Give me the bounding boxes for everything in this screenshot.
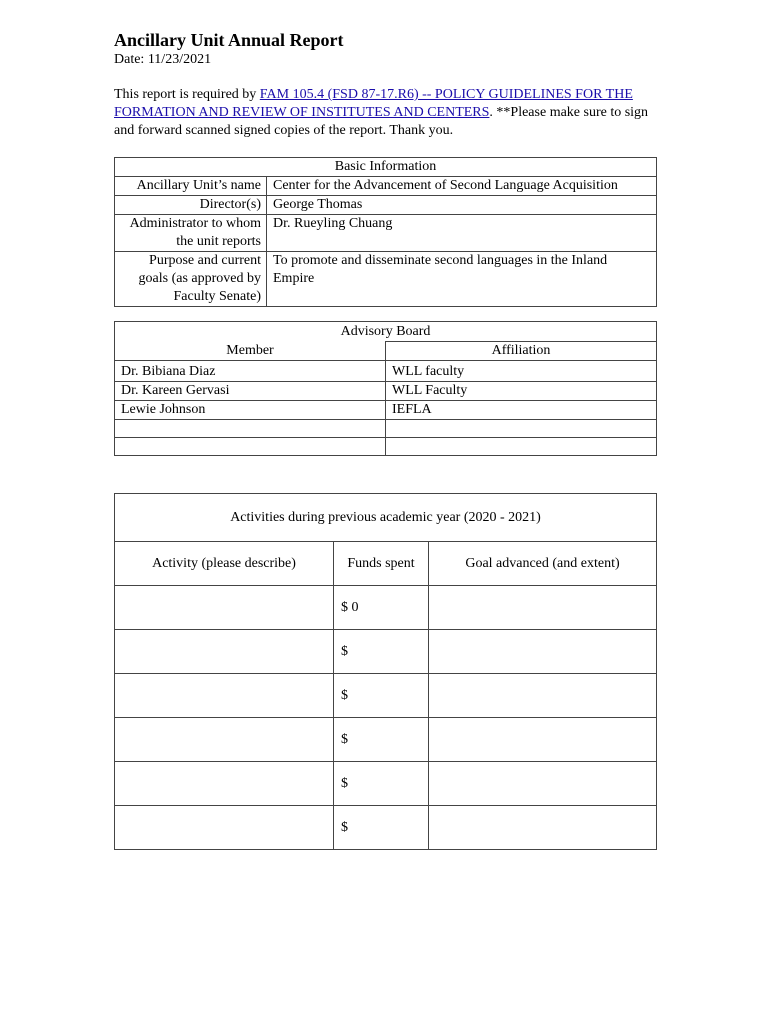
funds-cell[interactable]: $ (334, 718, 429, 762)
table-row (115, 382, 657, 401)
goal-cell[interactable] (429, 586, 657, 630)
member-affiliation[interactable]: WLL faculty (386, 361, 657, 382)
funds-cell[interactable]: $ 0 (334, 586, 429, 630)
table-row (115, 718, 657, 762)
activities-table (114, 493, 657, 850)
table-row (115, 215, 657, 252)
director-value[interactable]: George Thomas (267, 196, 657, 215)
funds-cell[interactable]: $ (334, 762, 429, 806)
activity-cell[interactable] (115, 806, 334, 850)
table-row (115, 674, 657, 718)
activity-cell[interactable] (115, 586, 334, 630)
activity-cell[interactable] (115, 674, 334, 718)
goal-cell[interactable] (429, 674, 657, 718)
intro-suffix: . **Please make sure to sign and forward scanned signed copies of the report. Thank you. (114, 105, 649, 138)
director-label: Director(s) (115, 196, 267, 215)
funds-cell[interactable]: $ (334, 806, 429, 850)
unit-name-label: Ancillary Unit’s name (115, 177, 267, 196)
administrator-label: Administrator to whom the unit reports (115, 215, 267, 252)
affiliation-column-header: Affiliation (386, 342, 657, 361)
activity-cell[interactable] (115, 762, 334, 806)
table-row (115, 361, 657, 382)
member-affiliation-empty[interactable] (386, 420, 657, 438)
table-row (115, 401, 657, 420)
member-affiliation[interactable]: WLL Faculty (386, 382, 657, 401)
funds-cell[interactable]: $ (334, 674, 429, 718)
policy-link[interactable]: FAM 105.4 (FSD 87-17.R6) -- POLICY GUIDELINES FOR THE FORMATION AND REVIEW OF INSTITUTES AND CENTERS (114, 87, 633, 120)
report-date: Date: 11/23/2021 (114, 52, 212, 67)
table-row (115, 762, 657, 806)
activities-header: Activities during previous academic year (2020 - 2021) (115, 494, 657, 542)
basic-information-header: Basic Information (115, 158, 657, 177)
member-column-header: Member (115, 342, 386, 361)
table-row (115, 196, 657, 215)
goal-cell[interactable] (429, 718, 657, 762)
activity-cell[interactable] (115, 630, 334, 674)
member-name[interactable]: Dr. Bibiana Diaz (115, 361, 386, 382)
advisory-board-table (114, 321, 657, 456)
member-name-empty[interactable] (115, 420, 386, 438)
advisory-board-header: Advisory Board (115, 322, 657, 342)
member-name[interactable]: Lewie Johnson (115, 401, 386, 420)
table-row (115, 630, 657, 674)
table-row (115, 177, 657, 196)
funds-column-header: Funds spent (334, 542, 429, 586)
intro-paragraph (114, 86, 664, 140)
table-row (115, 420, 657, 438)
purpose-value[interactable]: To promote and disseminate second languages in the Inland Empire (267, 252, 657, 307)
activity-cell[interactable] (115, 718, 334, 762)
table-row (115, 252, 657, 307)
purpose-label: Purpose and current goals (as approved by Faculty Senate) (115, 252, 267, 307)
goal-cell[interactable] (429, 762, 657, 806)
table-row (115, 438, 657, 456)
member-affiliation-empty[interactable] (386, 438, 657, 456)
member-affiliation[interactable]: IEFLA (386, 401, 657, 420)
table-row (115, 806, 657, 850)
goal-column-header: Goal advanced (and extent) (429, 542, 657, 586)
member-name[interactable]: Dr. Kareen Gervasi (115, 382, 386, 401)
table-row (115, 586, 657, 630)
unit-name-value[interactable]: Center for the Advancement of Second Language Acquisition (267, 177, 657, 196)
funds-cell[interactable]: $ (334, 630, 429, 674)
goal-cell[interactable] (429, 806, 657, 850)
member-name-empty[interactable] (115, 438, 386, 456)
activity-column-header: Activity (please describe) (115, 542, 334, 586)
basic-information-table (114, 157, 657, 307)
page-title: Ancillary Unit Annual Report (114, 30, 344, 50)
intro-prefix: This report is required by (114, 87, 260, 102)
administrator-value[interactable]: Dr. Rueyling Chuang (267, 215, 657, 252)
goal-cell[interactable] (429, 630, 657, 674)
